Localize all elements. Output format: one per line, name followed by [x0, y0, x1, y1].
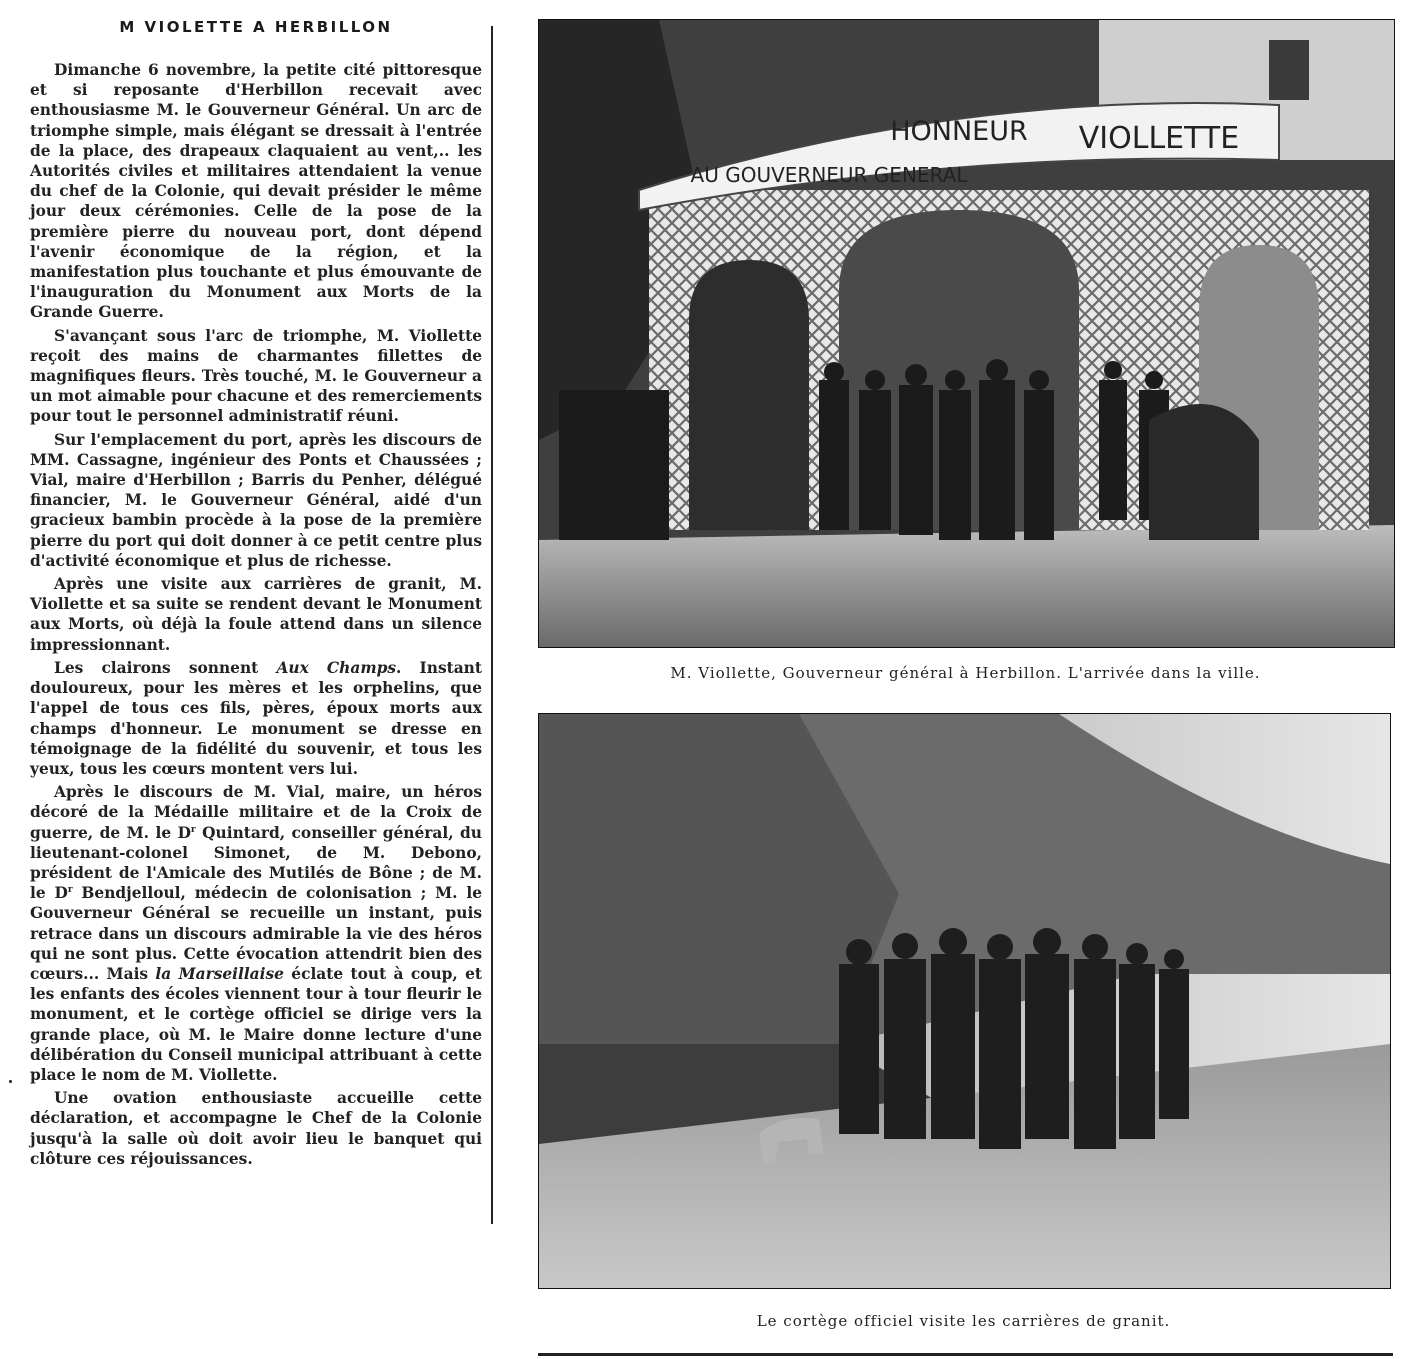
paragraph — [30, 658, 482, 779]
paragraph: Sur l'emplacement du port, après les discours de MM. Cassagne, ingénieur des Ponts et Chaussées ; Vial, maire d'Herbillon ; Barris du Penher, délégué financier, M. le Gouverneur Général, aidé d'un gracieux bambin procède à la pose de la première pierre du port qui doit donner à ce petit centre plus d'activité économique et plus de richesse. — [30, 430, 482, 570]
paragraph: Dimanche 6 novembre, la petite cité pittoresque et si reposante d'Herbillon recevait avec enthousiasme M. le Gouverneur Général. Un arc de triomphe simple, mais élégant se dressait à l'entrée de la place, des drapeaux claquaient au vent,.. les Autorités civiles et militaires attendaient la venue du chef de la Colonie, qui devait présider le même jour deux cérémonies. Celle de la pose de la première pierre du nouveau port, dont dépend l'avenir économique de la région, et la manifestation plus touchante et plus émouvante de l'inauguration du Monument aux Morts de la Grande Guerre. — [30, 61, 482, 322]
paragraph: Après une visite aux carrières de granit, M. Viollette et sa suite se rendent devant le Monument aux Morts, où déjà la foule attend dans un silence impressionnant. — [30, 575, 482, 654]
paragraph-text: éclate tout à coup, et les enfants des écoles viennent tour à tour fleurir le monument, et le cortège officiel se dirige vers la grande place, où M. le Maire donne lecture d'une délibération du Conseil municipal attribuant à cette place le nom de M. Viollette. — [30, 964, 482, 1084]
paragraph — [30, 782, 482, 1085]
quarry-photo-caption: Le cortège officiel visite les carrières de granit. — [756, 1312, 1171, 1330]
quarry-photo — [538, 713, 1391, 1289]
paragraph-text: Quintard, conseiller général, du lieutenant-colonel Simonet, de M. Debono, président de l'Amicale des Mutilés de Bône ; de M. le D — [30, 823, 482, 903]
paragraph: S'avançant sous l'arc de triomphe, M. Viollette reçoit des mains de charmantes fillettes de magnifiques fleurs. Très touché, M. le Gouverneur a un mot aimable pour chacune et des remerciements pour tout le personnel administratif réuni. — [30, 326, 482, 426]
superscript: r — [190, 824, 196, 835]
paragraph-text: Bendjelloul, médecin de colonisation ; M. le Gouverneur Général se recueille un instant, puis retrace dans un discours admirable la vie des héros qui ne sont plus. Cette évocation attendrit bien des cœurs... Mais — [30, 884, 482, 983]
banner-text-gouverneur: AU GOUVERNEUR GENERAL — [690, 163, 968, 187]
paragraph-text: Après le discours de M. Vial, maire, un héros décoré de la Médaille militaire et de la Croix de guerre, de M. le D — [30, 783, 482, 842]
banner-text-honneur: HONNEUR — [890, 116, 1028, 147]
margin-mark — [9, 1080, 12, 1083]
paragraph-text: Les clairons sonnent — [54, 658, 277, 677]
superscript: r — [67, 885, 73, 895]
banner-text-viollette: VIOLLETTE — [1078, 121, 1240, 156]
emphasis-text: Aux Champs — [276, 658, 397, 677]
arrival-photo — [538, 19, 1395, 648]
road — [539, 525, 1394, 647]
paragraph-text: . Instant douloureux, pour les mères et les orphelins, que l'appel de tous ces fils, pères, époux morts aux champs d'honneur. Le monument se dresse en témoignage de la fidélité du souvenir, et tous les yeux, tous les cœurs montent vers lui. — [30, 658, 482, 778]
article-column — [30, 18, 482, 1223]
emphasis-text: la Marseillaise — [155, 964, 284, 983]
arch-opening-left — [689, 260, 809, 530]
bottom-divider — [538, 1353, 1393, 1356]
bushes-right — [1149, 404, 1259, 540]
arrival-photo-graphic — [539, 20, 1394, 647]
article-headline: M VIOLETTE A HERBILLON — [119, 18, 393, 36]
official-procession — [839, 928, 1189, 1149]
article-body — [30, 60, 482, 1169]
arrival-photo-caption: M. Viollette, Gouverneur général à Herbillon. L'arrivée dans la ville. — [670, 664, 1261, 682]
column-divider — [491, 26, 493, 1224]
quarry-photo-graphic — [539, 714, 1390, 1288]
paragraph: Une ovation enthousiaste accueille cette déclaration, et accompagne le Chef de la Colonie jusqu'à la salle où doit avoir lieu le banquet qui clôture ces réjouissances. — [30, 1089, 482, 1168]
